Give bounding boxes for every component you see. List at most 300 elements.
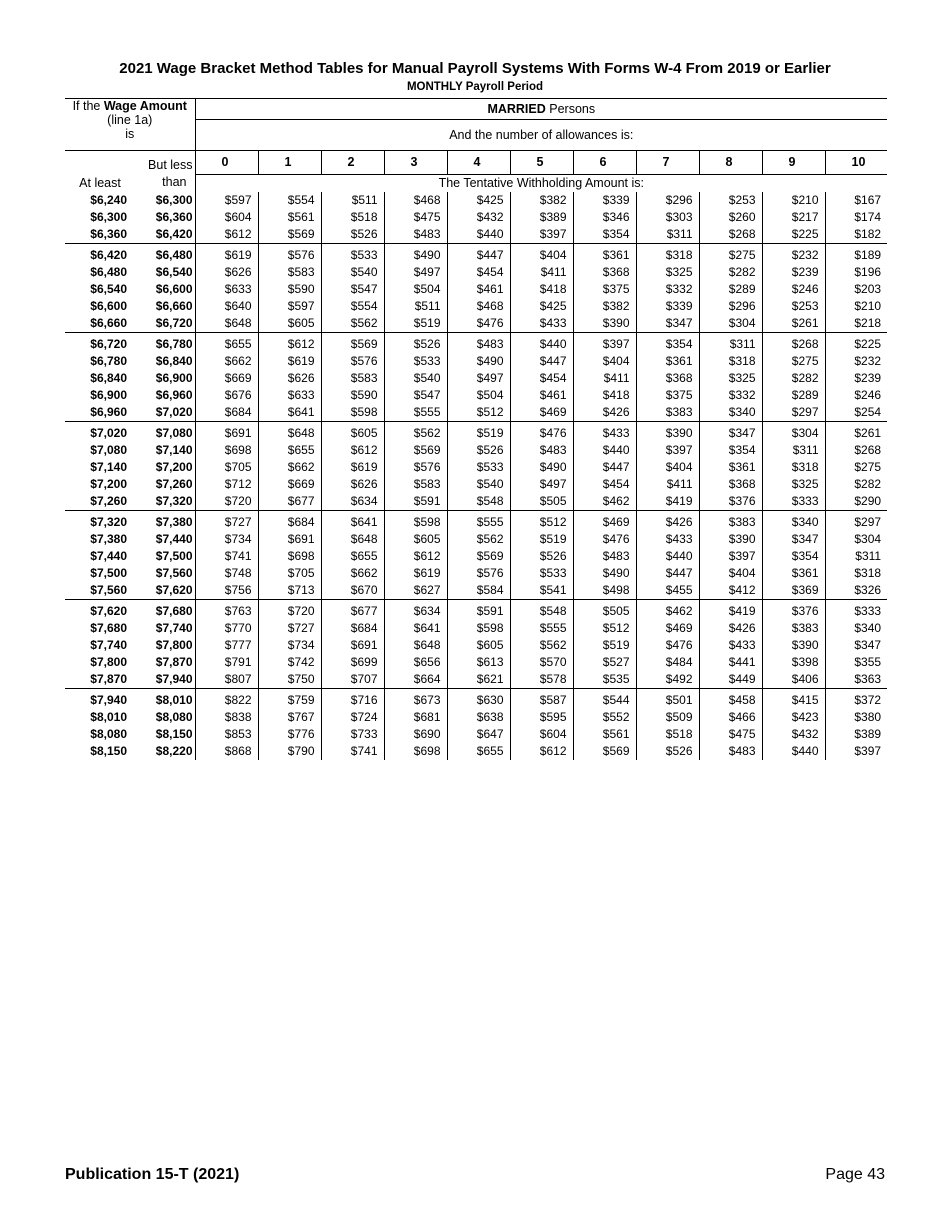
withholding-amount: $290 — [854, 493, 882, 508]
withholding-amount: $548 — [447, 493, 510, 511]
withholding-amount: $526 — [510, 548, 573, 565]
withholding-amount: $707 — [321, 671, 384, 689]
but-less-than-value: $6,420 — [135, 226, 195, 244]
withholding-amount: $339 — [636, 298, 699, 315]
but-less-than-value: $7,560 — [135, 565, 195, 582]
but-less-than-value: $7,200 — [135, 459, 195, 476]
withholding-amount: $397 — [854, 743, 882, 758]
withholding-amount: $246 — [762, 281, 825, 298]
table-row — [65, 599, 887, 620]
withholding-amount: $576 — [384, 459, 447, 476]
withholding-amount: $634 — [384, 599, 447, 620]
withholding-amount: $203 — [854, 281, 882, 296]
table-row — [65, 298, 887, 315]
withholding-amount: $426 — [573, 404, 636, 422]
but-less-than-value: $6,480 — [135, 243, 195, 264]
withholding-amount: $425 — [510, 298, 573, 315]
withholding-amount: $368 — [699, 476, 762, 493]
withholding-amount: $469 — [510, 404, 573, 422]
withholding-amount: $225 — [825, 332, 887, 353]
allowance-column-header: 10 — [825, 151, 887, 175]
but-less-than-value: $6,600 — [135, 281, 195, 298]
tentative-withholding-label: The Tentative Withholding Amount is: — [195, 174, 887, 192]
table-row — [65, 565, 887, 582]
withholding-amount: $555 — [510, 620, 573, 637]
withholding-amount: $590 — [258, 281, 321, 298]
withholding-amount: $260 — [699, 209, 762, 226]
withholding-amount: $411 — [510, 264, 573, 281]
withholding-amount: $605 — [447, 637, 510, 654]
but-less-label: But less — [135, 151, 195, 175]
table-row — [65, 743, 887, 760]
withholding-amount: $355 — [854, 654, 882, 669]
withholding-amount: $713 — [258, 582, 321, 600]
withholding-amount: $332 — [636, 281, 699, 298]
withholding-amount: $681 — [384, 709, 447, 726]
at-least-value: $6,840 — [90, 370, 127, 385]
withholding-amount: $433 — [636, 531, 699, 548]
at-least-value: $6,720 — [65, 332, 135, 353]
withholding-amount: $583 — [321, 370, 384, 387]
withholding-amount: $339 — [573, 192, 636, 209]
withholding-amount: $433 — [573, 421, 636, 442]
withholding-amount: $447 — [636, 565, 699, 582]
withholding-amount: $552 — [573, 709, 636, 726]
withholding-amount: $325 — [699, 370, 762, 387]
withholding-amount: $404 — [699, 565, 762, 582]
withholding-amount: $619 — [195, 243, 258, 264]
table-row — [65, 315, 887, 333]
withholding-amount: $853 — [195, 726, 258, 743]
wage-label-prefix: If the — [72, 99, 101, 113]
withholding-amount: $533 — [384, 353, 447, 370]
withholding-amount: $662 — [321, 565, 384, 582]
withholding-amount: $655 — [447, 743, 510, 760]
withholding-amount: $509 — [636, 709, 699, 726]
withholding-amount: $505 — [510, 493, 573, 511]
table-row — [65, 404, 887, 422]
withholding-amount: $705 — [195, 459, 258, 476]
but-less-than-value: $7,740 — [135, 620, 195, 637]
allowance-column-header: 0 — [195, 151, 258, 175]
at-least-value: $6,360 — [90, 226, 127, 241]
withholding-amount: $461 — [447, 281, 510, 298]
withholding-amount: $440 — [573, 442, 636, 459]
withholding-amount: $354 — [699, 442, 762, 459]
withholding-amount: $425 — [447, 192, 510, 209]
withholding-amount: $390 — [762, 637, 825, 654]
but-less-than-value: $7,140 — [135, 442, 195, 459]
withholding-amount: $555 — [447, 510, 510, 531]
withholding-amount: $641 — [321, 510, 384, 531]
withholding-amount: $466 — [699, 709, 762, 726]
withholding-amount: $648 — [258, 421, 321, 442]
withholding-amount: $633 — [258, 387, 321, 404]
withholding-amount: $733 — [321, 726, 384, 743]
at-least-value: $7,440 — [90, 548, 127, 563]
withholding-amount: $246 — [854, 387, 882, 402]
withholding-amount: $383 — [699, 510, 762, 531]
withholding-amount: $598 — [321, 404, 384, 422]
withholding-amount: $561 — [258, 209, 321, 226]
withholding-amount: $750 — [258, 671, 321, 689]
withholding-amount: $253 — [699, 192, 762, 209]
allowance-column-header: 6 — [573, 151, 636, 175]
withholding-amount: $868 — [195, 743, 258, 760]
withholding-amount: $724 — [321, 709, 384, 726]
withholding-amount: $767 — [258, 709, 321, 726]
withholding-amount: $591 — [384, 493, 447, 511]
withholding-amount: $647 — [447, 726, 510, 743]
withholding-amount: $447 — [573, 459, 636, 476]
persons-bold: MARRIED — [487, 101, 546, 116]
withholding-amount: $368 — [573, 264, 636, 281]
withholding-amount: $432 — [762, 726, 825, 743]
withholding-amount: $720 — [258, 599, 321, 620]
withholding-amount: $541 — [510, 582, 573, 600]
withholding-amount: $458 — [699, 688, 762, 709]
withholding-amount: $512 — [573, 620, 636, 637]
withholding-amount: $562 — [384, 421, 447, 442]
withholding-amount: $547 — [321, 281, 384, 298]
but-less-than-value: $8,080 — [135, 709, 195, 726]
withholding-amount: $807 — [195, 671, 258, 689]
withholding-amount: $526 — [384, 332, 447, 353]
withholding-amount: $684 — [195, 404, 258, 422]
but-less-than-value: $6,900 — [135, 370, 195, 387]
allowance-column-header: 3 — [384, 151, 447, 175]
withholding-amount: $727 — [195, 510, 258, 531]
withholding-amount: $698 — [258, 548, 321, 565]
withholding-amount: $449 — [699, 671, 762, 689]
withholding-amount: $363 — [854, 671, 882, 686]
withholding-amount: $340 — [762, 510, 825, 531]
withholding-amount: $375 — [636, 387, 699, 404]
withholding-amount: $699 — [321, 654, 384, 671]
withholding-amount: $655 — [258, 442, 321, 459]
table-header — [65, 99, 887, 192]
withholding-amount: $612 — [384, 548, 447, 565]
at-least-value: $7,380 — [90, 531, 127, 546]
withholding-amount: $490 — [384, 243, 447, 264]
withholding-amount: $347 — [762, 531, 825, 548]
withholding-amount: $595 — [510, 709, 573, 726]
withholding-amount: $716 — [321, 688, 384, 709]
withholding-amount: $476 — [573, 531, 636, 548]
withholding-amount: $476 — [636, 637, 699, 654]
withholding-amount: $741 — [195, 548, 258, 565]
at-least-value: $8,150 — [90, 743, 127, 758]
withholding-amount: $253 — [762, 298, 825, 315]
withholding-amount: $734 — [195, 531, 258, 548]
but-less-than-value: $7,940 — [135, 671, 195, 689]
at-least-value: $7,800 — [90, 654, 127, 669]
withholding-amount: $576 — [258, 243, 321, 264]
persons-rest: Persons — [549, 101, 596, 116]
withholding-amount: $540 — [321, 264, 384, 281]
withholding-amount: $626 — [321, 476, 384, 493]
withholding-amount: $268 — [854, 442, 882, 457]
withholding-amount: $519 — [573, 637, 636, 654]
withholding-amount: $397 — [573, 332, 636, 353]
withholding-amount: $627 — [384, 582, 447, 600]
withholding-amount: $605 — [321, 421, 384, 442]
table-row — [65, 637, 887, 654]
withholding-amount: $297 — [825, 510, 887, 531]
withholding-amount: $174 — [854, 209, 882, 224]
withholding-amount: $389 — [510, 209, 573, 226]
withholding-amount: $461 — [510, 387, 573, 404]
withholding-amount: $318 — [699, 353, 762, 370]
but-less-than-value: $8,010 — [135, 688, 195, 709]
withholding-amount: $533 — [447, 459, 510, 476]
table-row — [65, 353, 887, 370]
withholding-amount: $691 — [321, 637, 384, 654]
withholding-amount: $468 — [447, 298, 510, 315]
withholding-amount: $727 — [258, 620, 321, 637]
withholding-amount: $633 — [195, 281, 258, 298]
table-row — [65, 493, 887, 511]
withholding-amount: $454 — [510, 370, 573, 387]
withholding-amount: $501 — [636, 688, 699, 709]
at-least-value: $6,300 — [90, 209, 127, 224]
withholding-amount: $619 — [258, 353, 321, 370]
withholding-amount: $526 — [636, 743, 699, 760]
table-row — [65, 459, 887, 476]
table-row — [65, 370, 887, 387]
withholding-amount: $304 — [762, 421, 825, 442]
withholding-amount: $297 — [762, 404, 825, 422]
but-less-than-value: $7,260 — [135, 476, 195, 493]
withholding-amount: $621 — [447, 671, 510, 689]
withholding-amount: $368 — [636, 370, 699, 387]
but-less-than-value: $7,500 — [135, 548, 195, 565]
withholding-amount: $690 — [384, 726, 447, 743]
withholding-amount: $404 — [510, 243, 573, 264]
at-least-value: $7,200 — [90, 476, 127, 491]
table-row — [65, 442, 887, 459]
table-row — [65, 421, 887, 442]
withholding-amount: $562 — [321, 315, 384, 333]
withholding-amount: $612 — [510, 743, 573, 760]
withholding-amount: $325 — [636, 264, 699, 281]
withholding-amount: $598 — [384, 510, 447, 531]
withholding-amount: $655 — [321, 548, 384, 565]
withholding-amount: $526 — [447, 442, 510, 459]
withholding-amount: $469 — [573, 510, 636, 531]
at-least-value: $7,870 — [90, 671, 127, 686]
but-less-than-value: $7,870 — [135, 654, 195, 671]
withholding-amount: $382 — [510, 192, 573, 209]
at-least-value: $7,320 — [65, 510, 135, 531]
at-least-value: $7,680 — [90, 620, 127, 635]
allowance-column-header: 4 — [447, 151, 510, 175]
withholding-amount: $261 — [762, 315, 825, 333]
withholding-amount: $776 — [258, 726, 321, 743]
withholding-amount: $475 — [699, 726, 762, 743]
withholding-amount: $303 — [636, 209, 699, 226]
withholding-amount: $411 — [573, 370, 636, 387]
withholding-amount: $562 — [510, 637, 573, 654]
but-less-than-value: $6,300 — [135, 192, 195, 209]
withholding-amount: $655 — [195, 332, 258, 353]
withholding-amount: $519 — [447, 421, 510, 442]
but-less-than-value: $7,380 — [135, 510, 195, 531]
but-less-than-value: $6,960 — [135, 387, 195, 404]
withholding-amount: $475 — [384, 209, 447, 226]
withholding-amount: $662 — [258, 459, 321, 476]
withholding-amount: $325 — [762, 476, 825, 493]
at-least-value: $6,780 — [90, 353, 127, 368]
withholding-amount: $432 — [447, 209, 510, 226]
withholding-amount: $476 — [447, 315, 510, 333]
withholding-amount: $535 — [573, 671, 636, 689]
table-row — [65, 281, 887, 298]
withholding-amount: $533 — [510, 565, 573, 582]
withholding-amount: $361 — [762, 565, 825, 582]
withholding-amount: $497 — [447, 370, 510, 387]
withholding-amount: $490 — [447, 353, 510, 370]
allowance-column-header: 9 — [762, 151, 825, 175]
withholding-amount: $612 — [321, 442, 384, 459]
withholding-amount: $282 — [762, 370, 825, 387]
withholding-amount: $418 — [573, 387, 636, 404]
withholding-amount: $505 — [573, 599, 636, 620]
withholding-amount: $544 — [573, 688, 636, 709]
withholding-amount: $282 — [854, 476, 882, 491]
withholding-amount: $676 — [195, 387, 258, 404]
wage-amount-label — [65, 99, 195, 151]
withholding-amount: $304 — [854, 531, 882, 546]
table-row — [65, 332, 887, 353]
withholding-amount: $583 — [258, 264, 321, 281]
withholding-amount: $275 — [854, 459, 882, 474]
withholding-amount: $712 — [195, 476, 258, 493]
at-least-label: At least — [79, 175, 121, 190]
withholding-amount: $662 — [195, 353, 258, 370]
but-less-than-value: $7,080 — [135, 421, 195, 442]
withholding-amount: $641 — [258, 404, 321, 422]
but-less-than-value: $7,020 — [135, 404, 195, 422]
withholding-amount: $354 — [636, 332, 699, 353]
withholding-amount: $605 — [384, 531, 447, 548]
withholding-amount: $569 — [321, 332, 384, 353]
withholding-amount: $340 — [854, 620, 882, 635]
withholding-amount: $333 — [825, 599, 887, 620]
publication-label: Publication 15-T (2021) — [65, 1166, 240, 1183]
withholding-amount: $673 — [384, 688, 447, 709]
withholding-amount: $361 — [636, 353, 699, 370]
withholding-amount: $518 — [636, 726, 699, 743]
withholding-amount: $390 — [699, 531, 762, 548]
withholding-amount: $605 — [258, 315, 321, 333]
withholding-amount: $498 — [573, 582, 636, 600]
but-less-than-value: $6,720 — [135, 315, 195, 333]
withholding-amount: $748 — [195, 565, 258, 582]
withholding-amount: $484 — [636, 654, 699, 671]
withholding-amount: $239 — [762, 264, 825, 281]
withholding-amount: $376 — [762, 599, 825, 620]
withholding-amount: $770 — [195, 620, 258, 637]
withholding-amount: $576 — [447, 565, 510, 582]
withholding-amount: $669 — [195, 370, 258, 387]
withholding-amount: $604 — [195, 209, 258, 226]
withholding-amount: $412 — [699, 582, 762, 600]
withholding-amount: $333 — [762, 493, 825, 511]
withholding-amount: $684 — [258, 510, 321, 531]
withholding-amount: $504 — [447, 387, 510, 404]
withholding-amount: $372 — [825, 688, 887, 709]
allowances-label: And the number of allowances is: — [449, 127, 634, 142]
withholding-amount: $518 — [321, 209, 384, 226]
withholding-amount: $763 — [195, 599, 258, 620]
withholding-amount: $390 — [636, 421, 699, 442]
withholding-amount: $189 — [825, 243, 887, 264]
withholding-amount: $626 — [258, 370, 321, 387]
allowance-column-header: 8 — [699, 151, 762, 175]
withholding-amount: $347 — [854, 637, 882, 652]
withholding-amount: $512 — [510, 510, 573, 531]
wage-label-line3: is — [125, 127, 135, 141]
withholding-amount: $433 — [510, 315, 573, 333]
at-least-value: $6,960 — [90, 404, 127, 419]
withholding-amount: $389 — [854, 726, 882, 741]
at-least-value: $6,540 — [90, 281, 127, 296]
withholding-amount: $423 — [762, 709, 825, 726]
withholding-amount: $383 — [762, 620, 825, 637]
allowance-columns-row — [65, 151, 887, 175]
withholding-amount: $419 — [699, 599, 762, 620]
withholding-amount: $261 — [825, 421, 887, 442]
withholding-amount: $347 — [699, 421, 762, 442]
withholding-amount: $569 — [258, 226, 321, 244]
withholding-amount: $375 — [573, 281, 636, 298]
table-row — [65, 620, 887, 637]
withholding-amount: $490 — [510, 459, 573, 476]
at-least-value: $6,240 — [90, 192, 127, 207]
withholding-amount: $225 — [762, 226, 825, 244]
withholding-amount: $669 — [258, 476, 321, 493]
withholding-amount: $698 — [195, 442, 258, 459]
withholding-amount: $354 — [762, 548, 825, 565]
table-row — [65, 510, 887, 531]
withholding-amount: $476 — [510, 421, 573, 442]
withholding-amount: $638 — [447, 709, 510, 726]
withholding-amount: $698 — [384, 743, 447, 760]
withholding-amount: $390 — [573, 315, 636, 333]
withholding-amount: $404 — [573, 353, 636, 370]
wage-label-line2: (line 1a) — [107, 113, 153, 127]
withholding-amount: $275 — [762, 353, 825, 370]
table-row — [65, 531, 887, 548]
withholding-amount: $433 — [699, 637, 762, 654]
withholding-amount: $311 — [762, 442, 825, 459]
but-less-than-value: $6,660 — [135, 298, 195, 315]
withholding-amount: $634 — [321, 493, 384, 511]
withholding-amount: $440 — [636, 548, 699, 565]
withholding-amount: $232 — [762, 243, 825, 264]
withholding-amount: $612 — [195, 226, 258, 244]
withholding-amount: $664 — [384, 671, 447, 689]
withholding-amount: $468 — [384, 192, 447, 209]
at-least-value: $7,620 — [65, 599, 135, 620]
withholding-amount: $548 — [510, 599, 573, 620]
withholding-amount: $734 — [258, 637, 321, 654]
withholding-amount: $526 — [321, 226, 384, 244]
withholding-amount: $742 — [258, 654, 321, 671]
withholding-amount: $268 — [699, 226, 762, 244]
withholding-amount: $562 — [447, 531, 510, 548]
